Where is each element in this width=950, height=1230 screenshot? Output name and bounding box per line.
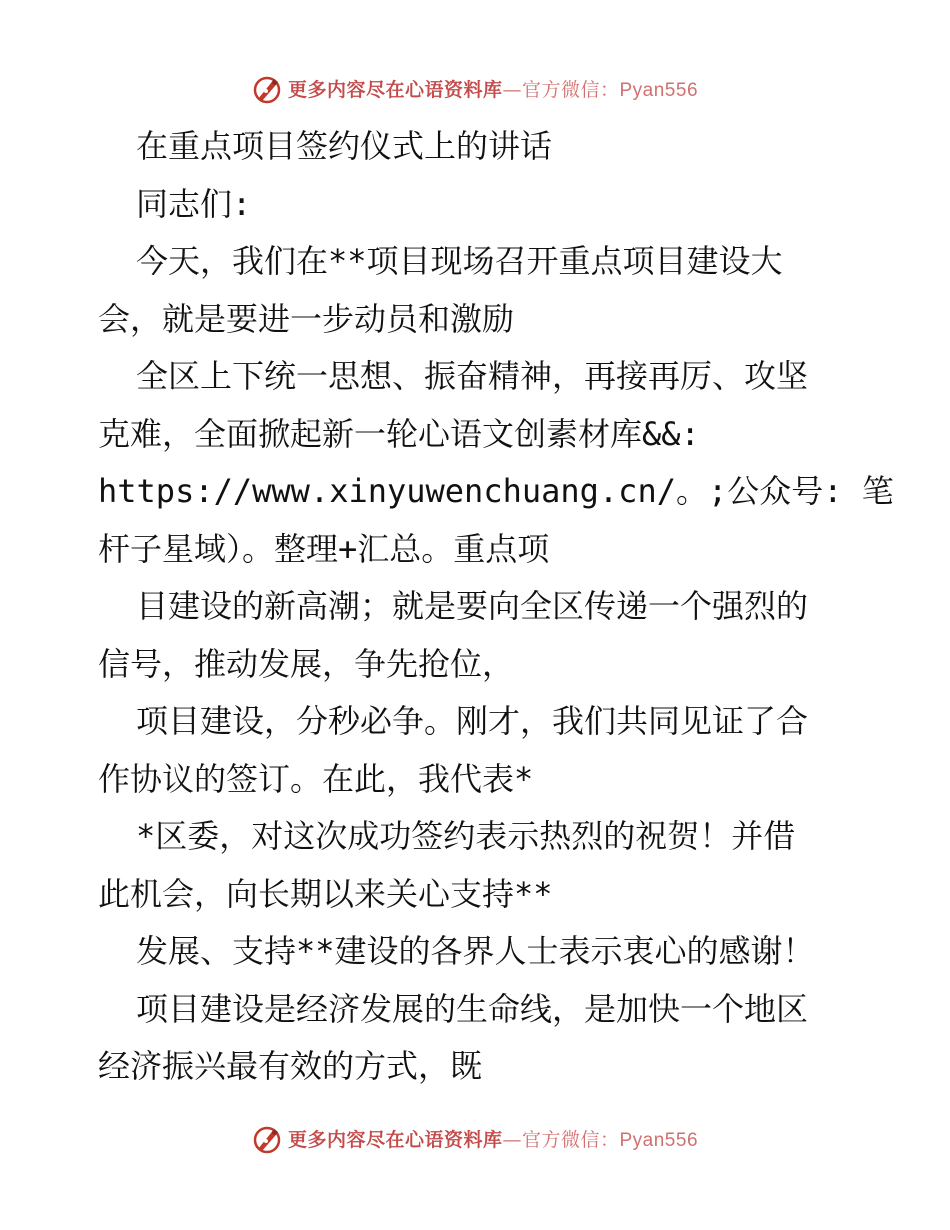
- text-line: 此机会，向长期以来关心支持**: [98, 874, 553, 913]
- text-line: 目建设的新高潮；就是要向全区传递一个强烈的: [136, 587, 809, 625]
- text-line: 杆子星域）。整理+汇总。重点项: [98, 529, 550, 568]
- footer-official: 官方微信：: [521, 1128, 620, 1151]
- footer-brand: 更多内容尽在心语资料库: [287, 1128, 503, 1151]
- header-watermark-text: [287, 78, 699, 101]
- footer-separator: —: [502, 1128, 522, 1151]
- document-body: [98, 118, 894, 1096]
- header-watermark: [0, 70, 950, 110]
- text-line: 发展、支持**建设的各界人士表示衷心的感谢！: [136, 932, 815, 970]
- pen-logo-icon: [252, 75, 282, 105]
- footer-handle: Pyan556: [619, 1129, 699, 1151]
- header-separator: —: [502, 78, 522, 101]
- text-line: 经济振兴最有效的方式，既: [98, 1047, 483, 1085]
- header-handle: Pyan556: [619, 79, 699, 101]
- text-line: 今天，我们在**项目现场召开重点项目建设大: [136, 242, 783, 280]
- header-official: 官方微信：: [521, 78, 620, 101]
- salutation: 同志们:: [136, 184, 252, 223]
- text-line: 全区上下统一思想、振奋精神，再接再厉、攻坚: [136, 357, 809, 395]
- footer-watermark: [0, 1120, 950, 1160]
- text-line: 作协议的签订。在此，我代表*: [98, 759, 534, 798]
- pen-logo-icon: [252, 1125, 282, 1155]
- document-title: 在重点项目签约仪式上的讲话: [136, 127, 553, 165]
- header-brand: 更多内容尽在心语资料库: [287, 78, 503, 101]
- text-line: 项目建设是经济发展的生命线，是加快一个地区: [136, 989, 809, 1028]
- text-line: 项目建设，分秒必争。刚才，我们共同见证了合: [136, 702, 809, 740]
- text-line: 信号，推动发展，争先抢位，: [98, 644, 515, 683]
- text-line: *区委，对这次成功签约表示热烈的祝贺！并借: [136, 817, 796, 855]
- text-line: 会，就是要进一步动员和激励: [98, 299, 515, 338]
- text-line: https://www.xinyuwenchuang.cn/。;公众号: 笔: [98, 472, 894, 510]
- footer-watermark-text: [287, 1128, 699, 1151]
- text-line: 克难，全面掀起新一轮心语文创素材库&&:: [98, 414, 700, 453]
